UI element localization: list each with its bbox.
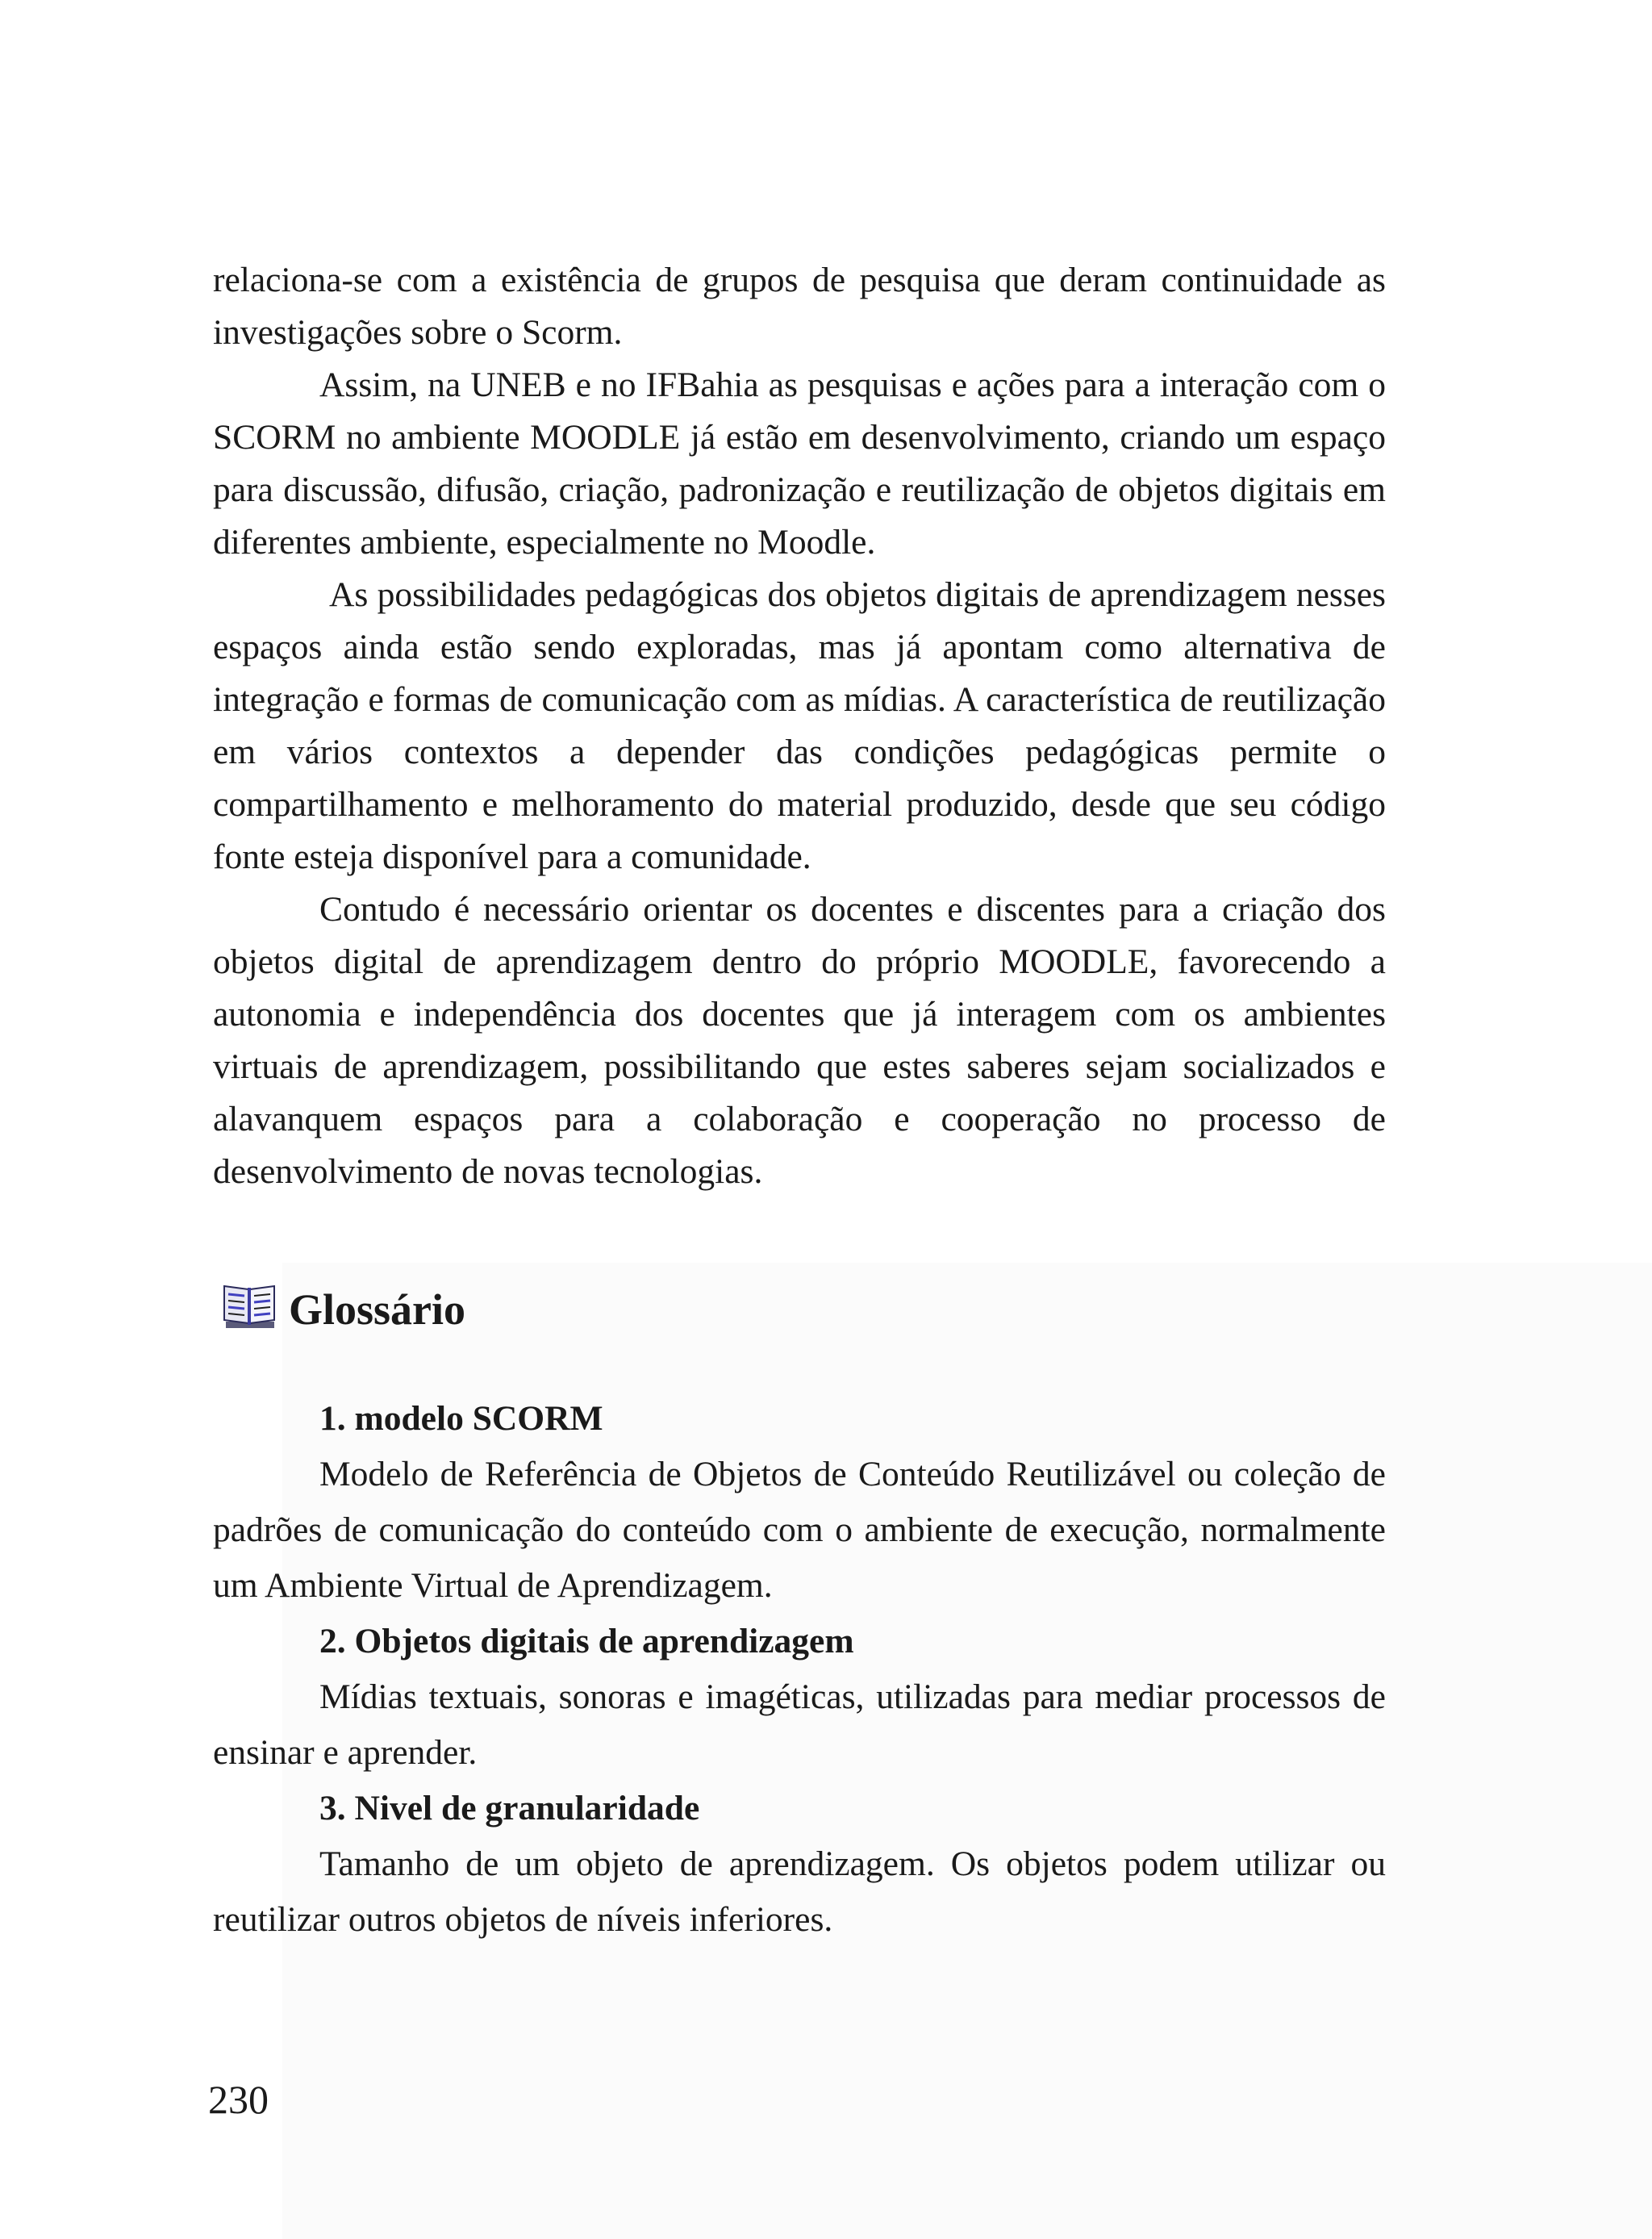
page-number: 230 (208, 2077, 269, 2122)
paragraph-1: relaciona-se com a existência de grupos de pesquisa que deram continuidade as investigações sobre o Scorm. (213, 261, 1386, 352)
glossary-term: 2. Objetos digitais de aprendizagem (319, 1622, 854, 1660)
glossary-list (213, 1391, 1386, 1948)
glossary-term: 1. modelo SCORM (319, 1399, 603, 1438)
glossary-title: Glossário (289, 1285, 466, 1334)
paragraph-2: Assim, na UNEB e no IFBahia as pesquisas e ações para a interação com o SCORM no ambiente MOODLE já estão em desenvolvimento, criando um espaço para discussão, difusão, criação, padronização e reutilização de objetos digitais em diferentes ambiente, especialmente no Moodle. (213, 366, 1386, 562)
glossary-term: 3. Nivel de granularidade (319, 1789, 700, 1828)
paragraph-4: Contudo é necessário orientar os docentes e discentes para a criação dos objetos digital de aprendizagem dentro do próprio MOODLE, favorecendo a autonomia e independência dos docentes que já interagem com os ambientes virtuais de aprendizagem, possibilitando que estes saberes sejam socializados e alavanquem espaços para a colaboração e cooperação no processo de desenvolvimento de novas tecnologias. (213, 890, 1386, 1191)
body-text (213, 254, 1386, 1198)
book-icon (221, 1281, 277, 1331)
glossary-heading (221, 1259, 465, 1339)
glossary-definition: Modelo de Referência de Objetos de Conteúdo Reutilizável ou coleção de padrões de comunicação do conteúdo com o ambiente de execução, normalmente um Ambiente Virtual de Aprendizagem. (213, 1455, 1386, 1605)
glossary-definition: Tamanho de um objeto de aprendizagem. Os objetos podem utilizar ou reutilizar outros objetos de níveis inferiores. (213, 1844, 1386, 1939)
paragraph-3: As possibilidades pedagógicas dos objetos digitais de aprendizagem nesses espaços ainda estão sendo exploradas, mas já apontam como alternativa de integração e formas de comunicação com as mídias. A característica de reutilização em vários contextos a depender das condições pedagógicas permite o compartilhamento e melhoramento do material produzido, desde que seu código fonte esteja disponível para a comunidade. (213, 575, 1386, 876)
glossary-definition: Mídias textuais, sonoras e imagéticas, utilizadas para mediar processos de ensinar e aprender. (213, 1677, 1386, 1772)
